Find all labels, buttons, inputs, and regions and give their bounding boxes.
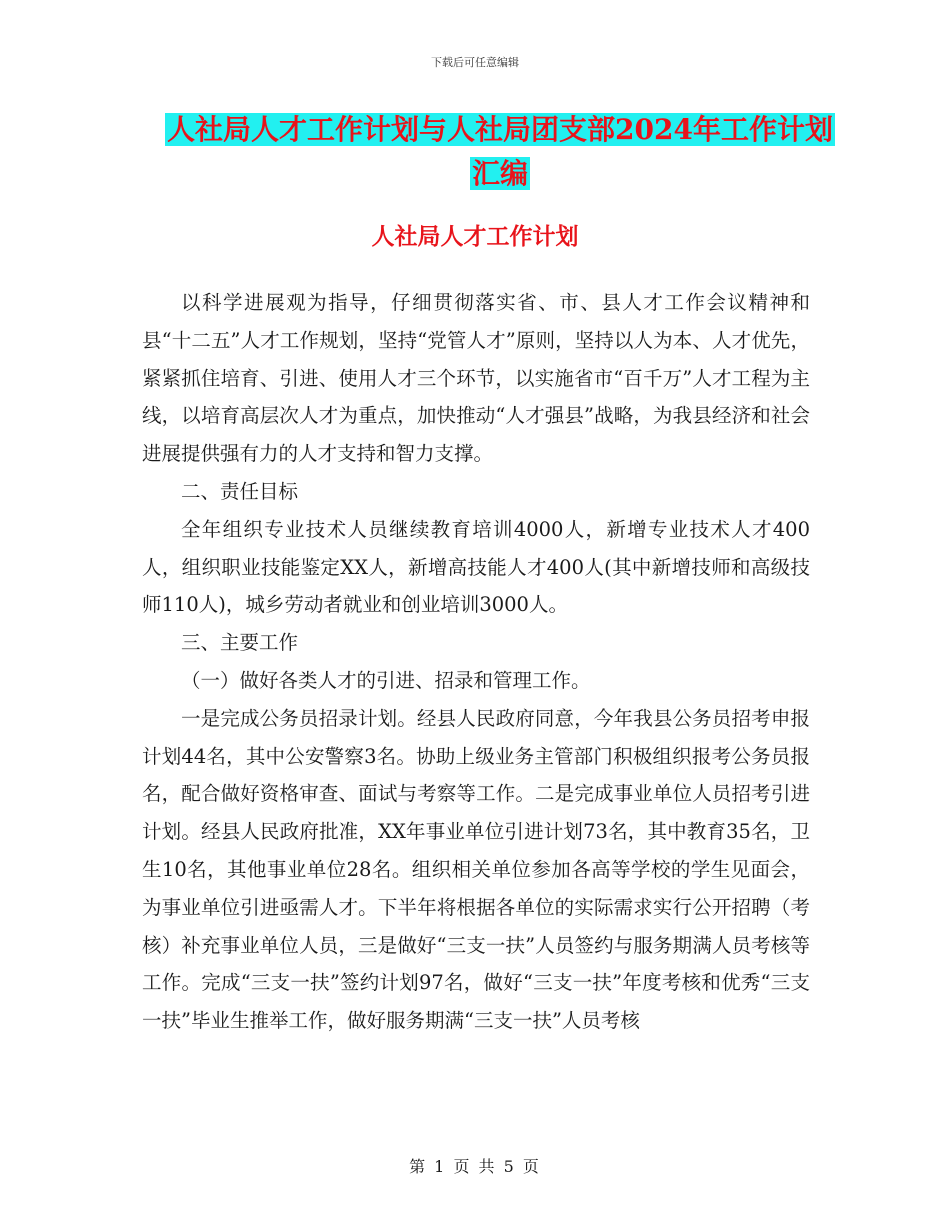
paragraph-guiding-principles: 以科学进展观为指导，仔细贯彻落实省、市、县人才工作会议精神和县“十二五”人才工作规划，坚持“党管人才”原则，坚持以人为本、人才优先，紧紧抓住培育、引进、使用人才三个环节，以实施省市“百千万”人才工程为主线，以培育高层次人才为重点，加快推动“人才强县”战略，为我县经济和社会进展提供强有力的人才支持和智力支撑。 bbox=[142, 291, 810, 466]
document-title bbox=[150, 108, 850, 196]
document-body bbox=[142, 284, 810, 1040]
heading-responsibility-goals: 二、责任目标 bbox=[181, 479, 299, 503]
paragraph-recruitment-details: 一是完成公务员招录计划。经县人民政府同意，今年我县公务员招考申报计划44名，其中公安警察3名。协助上级业务主管部门积极组织报考公务员报名，配合做好资格审查、面试与考察等工作。二是完成事业单位人员招考引进计划。经县人民政府批准，XX年事业单位引进计划73名，其中教育35名，卫生10名，其他事业单位28名。组织相关单位参加各高等学校的学生见面会，为事业单位引进亟需人才。下半年将根据各单位的实际需求实行公开招聘（考核）补充事业单位人员，三是做好“三支一扶”人员签约与服务期满人员考核等工作。完成“三支一扶”签约计划97名，做好“三支一扶”年度考核和优秀“三支一扶”毕业生推举工作，做好服务期满“三支一扶”人员考核 bbox=[142, 706, 810, 1033]
page-footer: 第 1 页 共 5 页 bbox=[409, 1157, 541, 1176]
paragraph-annual-targets: 全年组织专业技术人员继续教育培训4000人，新增专业技术人才400人，组织职业技能鉴定XX人，新增高技能人才400人(其中新增技师和高级技师110人)，城乡劳动者就业和创业培训3000人。 bbox=[142, 517, 810, 617]
document-title-line2: 汇编 bbox=[471, 157, 528, 190]
page-header-note: 下载后可任意编辑 bbox=[431, 56, 519, 69]
section-title: 人社局人才工作计划 bbox=[371, 223, 579, 250]
subheading-talent-recruitment: （一）做好各类人才的引进、招录和管理工作。 bbox=[181, 668, 591, 692]
heading-main-work: 三、主要工作 bbox=[181, 631, 299, 655]
document-title-line1: 人社局人才工作计划与人社局团支部2024年工作计划 bbox=[167, 113, 833, 146]
